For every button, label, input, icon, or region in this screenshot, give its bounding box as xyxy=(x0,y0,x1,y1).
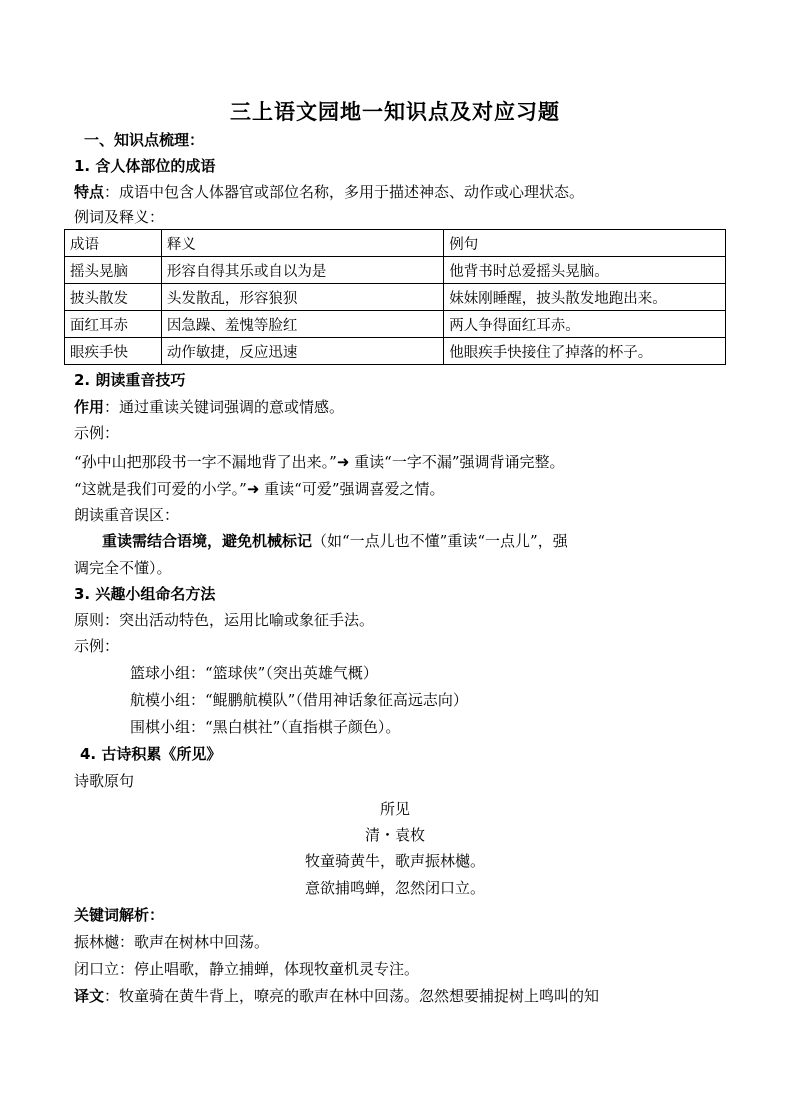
keyword-1: 振林樾：歌声在树林中回荡。 xyxy=(74,933,270,951)
item3-heading: 3. 兴趣小组命名方法 xyxy=(74,585,216,603)
table-row xyxy=(65,257,726,284)
table-cell: 因急躁、羞愧等脸红 xyxy=(161,311,443,338)
item2-example-1: “孙中山把那段书一字不漏地背了出来。”➜ 重读“一字不漏”强调背诵完整。 xyxy=(74,453,565,471)
table-cell: 摇头晃脑 xyxy=(65,257,162,284)
table-cell: 他背书时总爱摇头晃脑。 xyxy=(444,257,726,284)
item2-heading: 2. 朗读重音技巧 xyxy=(74,371,186,389)
item2-mistake-line xyxy=(102,531,568,551)
effect-label: 作用 xyxy=(74,398,105,416)
table-row xyxy=(65,284,726,311)
table-cell: 眼疾手快 xyxy=(65,338,162,365)
idiom-table xyxy=(64,229,726,365)
item4-heading: 4. 古诗积累《所见》 xyxy=(80,745,222,763)
poem-author: 清・袁枚 xyxy=(364,826,425,844)
poem-line-2: 意欲捕鸣蝉，忽然闭口立。 xyxy=(304,879,485,897)
table-header-cell: 释义 xyxy=(161,230,443,257)
translation-label: 译文 xyxy=(74,987,105,1005)
effect-text: ：通过重读关键词强调的意或情感。 xyxy=(104,398,345,416)
mistake-bold: 重读需结合语境，避免机械标记 xyxy=(102,532,313,550)
table-cell: 头发散乱，形容狼狈 xyxy=(161,284,443,311)
table-header-row xyxy=(65,230,726,257)
table-cell: 面红耳赤 xyxy=(65,311,162,338)
table-cell: 动作敏捷，反应迅速 xyxy=(161,338,443,365)
item3-example-label: 示例： xyxy=(74,637,120,655)
item2-mistake-line-2: 调完全不懂）。 xyxy=(74,559,172,577)
feature-label: 特点 xyxy=(74,183,105,201)
keywords-label: 关键词解析： xyxy=(74,906,165,924)
table-cell: 妹妹刚睡醒，披头散发地跑出来。 xyxy=(444,284,726,311)
item2-mistake-label: 朗读重音误区： xyxy=(74,506,180,524)
table-row xyxy=(65,311,726,338)
table-cell: 两人争得面红耳赤。 xyxy=(444,311,726,338)
poem-line-1: 牧童骑黄牛，歌声振林樾。 xyxy=(304,852,485,870)
section-heading-knowledge: 一、知识点梳理： xyxy=(84,131,205,149)
table-cell: 披头散发 xyxy=(65,284,162,311)
list-item: 围棋小组：“黑白棋社”（直指棋子颜色）。 xyxy=(130,718,401,736)
item1-heading: 1. 含人体部位的成语 xyxy=(74,157,216,175)
item3-principle: 原则：突出活动特色，运用比喻或象征手法。 xyxy=(74,611,375,629)
list-item: 篮球小组：“篮球侠”（突出英雄气概） xyxy=(130,664,378,682)
table-cell: 他眼疾手快接住了掉落的杯子。 xyxy=(444,338,726,365)
item2-effect xyxy=(74,397,344,417)
mistake-text: （如“一点儿也不懂”重读“一点儿”，强 xyxy=(312,532,568,550)
list-item: 航模小组：“鲲鹏航模队”（借用神话象征高远志向） xyxy=(130,691,468,709)
examples-label: 例词及释义： xyxy=(74,208,165,226)
poem-label: 诗歌原句 xyxy=(74,772,135,790)
translation-text: ：牧童骑在黄牛背上，嘹亮的歌声在林中回荡。忽然想要捕捉树上鸣叫的知 xyxy=(104,987,600,1005)
translation xyxy=(74,986,599,1006)
item2-example-label: 示例： xyxy=(74,424,120,442)
feature-text: ：成语中包含人体器官或部位名称，多用于描述神态、动作或心理状态。 xyxy=(104,183,585,201)
page-title: 三上语文园地一知识点及对应习题 xyxy=(230,100,560,124)
poem-title: 所见 xyxy=(379,800,410,818)
item1-feature xyxy=(74,182,584,202)
table-row xyxy=(65,338,726,365)
table-header-cell: 成语 xyxy=(65,230,162,257)
table-cell: 形容自得其乐或自以为是 xyxy=(161,257,443,284)
table-header-cell: 例句 xyxy=(444,230,726,257)
keyword-2: 闭口立：停止唱歌，静立捕蝉，体现牧童机灵专注。 xyxy=(74,960,420,978)
item2-example-2: “这就是我们可爱的小学。”➜ 重读“可爱”强调喜爱之情。 xyxy=(74,480,445,498)
